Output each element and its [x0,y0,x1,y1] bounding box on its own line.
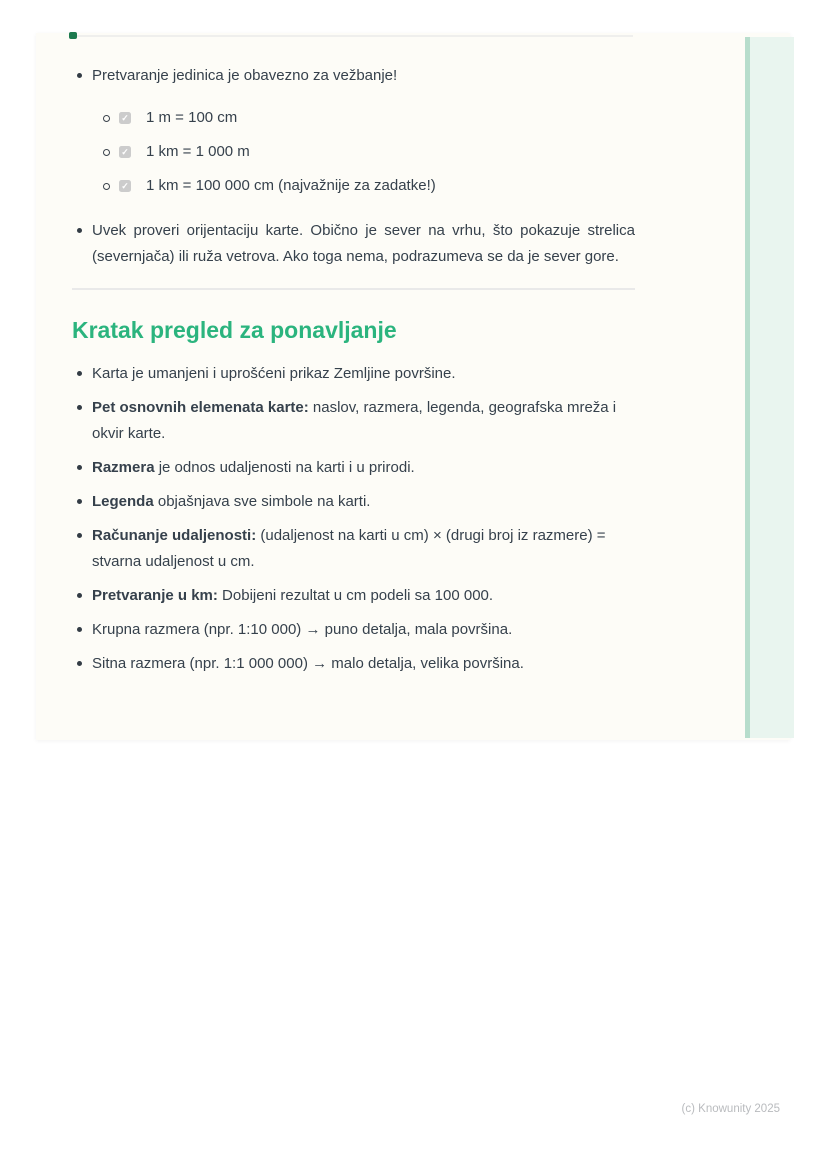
list-item-text [92,617,635,643]
list-item [72,361,635,387]
list-item-text: Pretvaranje jedinica je obavezno za vežbanje! [92,67,398,84]
list-item-text [92,583,635,609]
list-item-bold: Legenda [92,493,154,510]
bullet-dot-icon [77,465,82,470]
mint-accent-strip [745,37,794,738]
list-item-text [92,455,635,481]
list-item-rest: Krupna razmera (npr. 1:10 000) → puno detalja, mala površina. [92,621,513,638]
list-item-text [92,489,635,515]
list-item-text [92,523,635,575]
bullet-dot-icon [77,228,82,233]
list-item-rest: Dobijeni rezultat u cm podeli sa 100 000. [217,587,494,604]
list-item-bold: Računanje udaljenosti: [92,527,257,544]
bullet-dot-icon [77,593,82,598]
list-item-bold: Razmera [92,459,155,476]
list-item [72,617,635,643]
list-item-rest: naslov, razmera, legenda, geografska mreža i okvir karte. [92,399,617,442]
list-item [72,395,635,447]
list-item [72,455,635,481]
circle-bullet-icon [103,115,110,122]
list-item [72,583,635,609]
list-item [72,651,635,677]
bullet-dot-icon [77,661,82,666]
circle-bullet-icon [103,183,110,190]
checklist-item [103,176,635,196]
list-item-rest: Sitna razmera (npr. 1:1 000 000) → malo detalja, velika površina. [92,655,524,672]
review-list [72,361,635,677]
content-column [72,63,635,685]
list-item-rest: objašnjava sve simbole na karti. [153,493,371,510]
bullet-dot-icon [77,405,82,410]
circle-bullet-icon [103,149,110,156]
list-item-text [92,651,635,677]
list-item-text [92,361,635,387]
list-item-rest: Karta je umanjeni i uprošćeni prikaz Zemljine površine. [92,365,456,382]
checklist-item-text: 1 m = 100 cm [146,109,238,126]
list-item-text [92,395,635,447]
list-item-rest: (udaljenost na karti u cm) × (drugi broj iz razmere) = stvarna udaljenost u cm. [92,527,606,570]
checked-checkbox-icon: ✓ [119,146,131,158]
list-item [72,63,635,89]
bullet-dot-icon [77,371,82,376]
checklist-item [103,142,635,162]
list-item-bold: Pet osnovnih elemenata karte: [92,399,309,416]
bullet-dot-icon [77,499,82,504]
list-item [72,489,635,515]
checked-checkbox-icon: ✓ [119,180,131,192]
checklist-item [103,108,635,128]
bullet-dot-icon [77,533,82,538]
section-heading: Kratak pregled za ponavljanje [72,317,397,343]
list-item-bold: Pretvaranje u km: [92,587,218,604]
clipped-green-heading-artifact [69,32,77,39]
list-item-text: Uvek proveri orijentaciju karte. Obično je sever na vrhu, što pokazuje strelica (severnjača) ili ruža vetrova. Ako toga nema, podrazumeva se da je sever gore. [92,222,635,265]
list-item [72,218,635,270]
list-item-rest: je odnos udaljenosti na karti i u prirodi. [154,459,415,476]
horizontal-divider [72,288,635,290]
copyright-text: (c) Knowunity 2025 [681,1103,780,1115]
bullet-dot-icon [77,73,82,78]
clipped-divider-line [74,35,633,37]
bullet-dot-icon [77,627,82,632]
checked-checkbox-icon: ✓ [119,112,131,124]
checklist-item-text: 1 km = 100 000 cm (najvažnije za zadatke!) [146,177,436,194]
checklist-item-text: 1 km = 1 000 m [146,143,250,160]
list-item [72,523,635,575]
